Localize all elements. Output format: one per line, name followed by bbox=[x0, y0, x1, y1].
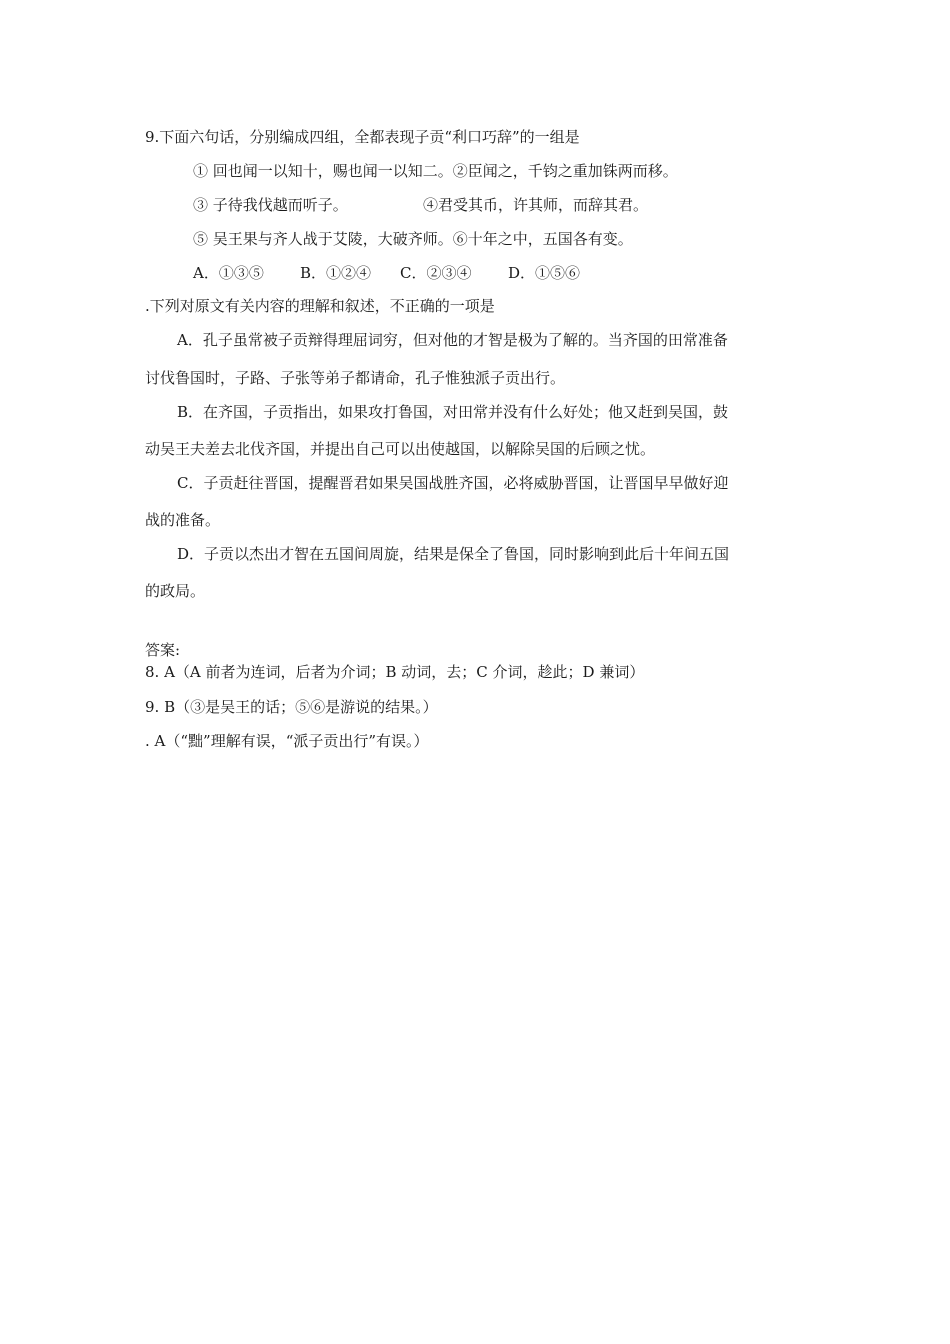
question-10-choice-d-line-1: D．子贡以杰出才智在五国间周旋，结果是保全了鲁国，同时影响到此后十年间五国 bbox=[177, 545, 730, 563]
question-9-sentence-3: ③ 子待我伐越而听子。 bbox=[193, 196, 348, 214]
question-9-sentences-5-6: ⑤ 吴王果与齐人战于艾陵，大破齐师。⑥十年之中，五国各有变。 bbox=[193, 230, 633, 248]
question-10-choice-a-line-2: 讨伐鲁国时，子路、子张等弟子都请命，孔子惟独派子贡出行。 bbox=[145, 369, 566, 387]
question-10-choice-b-line-2: 动吴王夫差去北伐齐国，并提出自己可以出使越国，以解除吴国的后顾之忧。 bbox=[145, 440, 656, 458]
option-c: C．②③④ bbox=[400, 264, 472, 282]
option-a: A．①③⑤ bbox=[193, 264, 264, 282]
answer-8: 8. A（A 前者为连词，后者为介词；B 动词，去；C 介词，趁此；D 兼词） bbox=[145, 663, 645, 681]
question-10-choice-a-line-1: A．孔子虽常被子贡辩得理屈词穷，但对他的才智是极为了解的。当齐国的田常准备 bbox=[177, 331, 728, 349]
question-10-choice-c-line-2: 战的准备。 bbox=[145, 511, 221, 529]
question-9-options bbox=[193, 263, 580, 283]
question-9-sentences-1-2: ① 回也闻一以知十，赐也闻一以知二。②臣闻之，千钧之重加铢两而移。 bbox=[193, 162, 678, 180]
answers-heading: 答案: bbox=[145, 641, 181, 659]
answer-10: . A（“黜”理解有误，“派子贡出行”有误。） bbox=[145, 732, 429, 750]
option-b: B．①②④ bbox=[300, 264, 372, 282]
question-9-sentence-4: ④君受其币，许其师，而辞其君。 bbox=[423, 196, 649, 214]
option-d: D．①⑤⑥ bbox=[508, 264, 581, 282]
question-10-choice-c-line-1: C．子贡赶往晋国，提醒晋君如果吴国战胜齐国，必将威胁晋国，让晋国早早做好迎 bbox=[177, 474, 729, 492]
question-10-choice-d-line-2: 的政局。 bbox=[145, 582, 206, 600]
question-10-choice-b-line-1: B．在齐国，子贡指出，如果攻打鲁国，对田常并没有什么好处；他又赶到吴国，鼓 bbox=[177, 403, 729, 421]
question-10-stem: .下列对原文有关内容的理解和叙述，不正确的一项是 bbox=[145, 297, 495, 315]
question-9-stem: 9.下面六句话，分别编成四组，全都表现子贡“利口巧辞”的一组是 bbox=[145, 128, 580, 146]
answer-9: 9. B（③是吴王的话；⑤⑥是游说的结果。） bbox=[145, 698, 438, 716]
